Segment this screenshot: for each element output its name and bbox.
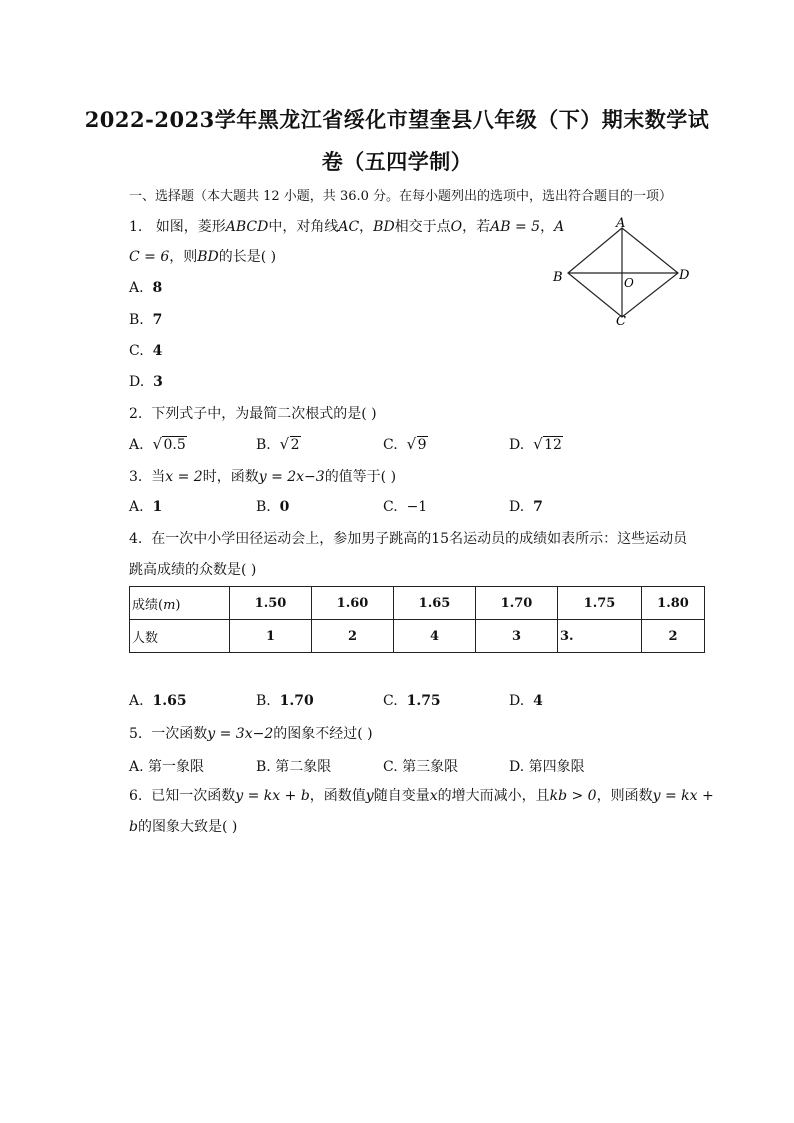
label-d: D xyxy=(679,268,690,283)
question-1-line1 xyxy=(129,218,564,236)
table-row xyxy=(130,620,705,653)
q1-number: 1. xyxy=(129,219,143,235)
question-1-line2 xyxy=(129,248,276,266)
q2-number: 2. xyxy=(129,406,143,422)
q3-option-a[interactable]: A. 1 xyxy=(129,499,163,515)
q3-text: 当 xyxy=(151,469,166,485)
q1-option-a[interactable]: A. 8 xyxy=(129,280,163,296)
table-cell: 1.70 xyxy=(476,587,558,620)
q4-option-b[interactable]: B. 1.70 xyxy=(256,693,314,709)
q1-text: ，则 xyxy=(169,249,198,265)
label-b: B xyxy=(553,270,563,285)
table-header-cell: 成绩(m) xyxy=(130,587,230,620)
table-header-cell: 人数 xyxy=(130,620,230,653)
q2-option-d[interactable]: D. √ 12 xyxy=(509,435,562,453)
page-title-line2: 卷（五四学制） xyxy=(321,149,473,174)
q1-math: BD xyxy=(197,249,219,265)
page-title-line1: 2022-2023学年黑龙江省绥化市望奎县八年级（下）期末数学试 xyxy=(84,107,710,132)
q6-math: y = kx + b xyxy=(235,788,310,804)
score-table xyxy=(129,586,705,653)
table-cell: 2 xyxy=(312,620,394,653)
label-a: A xyxy=(616,216,626,231)
q5-text: 的图象不经过( ) xyxy=(273,726,373,742)
q1-math: ABCD xyxy=(225,219,269,235)
section-heading: 一、选择题（本大题共 12 小题，共 36.0 分。在每小题列出的选项中，选出符合题目的一项） xyxy=(129,189,673,204)
q1-math: AB = 5 xyxy=(490,219,541,235)
q1-math: A xyxy=(554,219,565,235)
q6-text: 的图象大致是( ) xyxy=(137,819,238,835)
q3-number: 3. xyxy=(129,469,143,485)
q3-math: x = 2 xyxy=(165,469,203,485)
table-cell: 1.65 xyxy=(394,587,476,620)
table-cell: 3 xyxy=(476,620,558,653)
q6-math: x xyxy=(429,788,438,804)
q5-option-b[interactable]: B. 第二象限 xyxy=(256,759,332,775)
q5-text: 一次函数 xyxy=(151,726,208,742)
q5-option-d[interactable]: D. 第四象限 xyxy=(509,759,585,775)
q1-text: 的长是( ) xyxy=(218,249,277,265)
q6-text: 的增大而减小，且 xyxy=(437,788,550,804)
question-3 xyxy=(129,468,396,486)
q1-text: ， xyxy=(359,219,374,235)
q1-text: ， xyxy=(540,219,555,235)
q6-math: y = kx + xyxy=(652,788,714,804)
q2-option-b[interactable]: B. √ 2 xyxy=(256,435,300,453)
q6-text: 随自变量 xyxy=(373,788,430,804)
q4-option-d[interactable]: D. 4 xyxy=(509,693,543,709)
q6-math: y xyxy=(365,788,374,804)
q1-text: 如图，菱形 xyxy=(155,219,226,235)
q6-number: 6. xyxy=(129,788,143,804)
question-2 xyxy=(129,405,377,423)
q1-option-b[interactable]: B. 7 xyxy=(129,312,163,328)
q1-math: AC xyxy=(338,219,360,235)
question-6-line1 xyxy=(129,787,714,805)
table-cell: 4 xyxy=(394,620,476,653)
table-cell: 2 xyxy=(642,620,705,653)
q3-option-c[interactable]: C. −1 xyxy=(383,499,428,515)
q6-math: kb > 0 xyxy=(549,788,597,804)
q1-option-c[interactable]: C. 4 xyxy=(129,343,163,359)
q6-text: ，则函数 xyxy=(596,788,653,804)
table-cell: 1.80 xyxy=(642,587,705,620)
q6-text: ，函数值 xyxy=(309,788,366,804)
q5-math: y = 3x−2 xyxy=(207,726,274,742)
q4-number: 4. xyxy=(129,531,143,547)
table-cell: 1.60 xyxy=(312,587,394,620)
q6-text: 已知一次函数 xyxy=(151,788,236,804)
table-cell: 3. xyxy=(558,620,642,653)
rhombus-figure xyxy=(548,216,698,328)
label-c: C xyxy=(616,314,626,328)
table-cell: 1.75 xyxy=(558,587,642,620)
q3-math: y = 2x−3 xyxy=(258,469,325,485)
table-row xyxy=(130,587,705,620)
q2-text: 下列式子中，为最简二次根式的是( ) xyxy=(151,406,377,422)
table-cell: 1.50 xyxy=(230,587,312,620)
q5-option-c[interactable]: C. 第三象限 xyxy=(383,759,459,775)
q1-math: O xyxy=(450,219,463,235)
question-6-line2 xyxy=(129,818,237,836)
q1-text: ，若 xyxy=(462,219,491,235)
question-4-line2: 跳高成绩的众数是( ) xyxy=(129,562,257,578)
question-4-line1 xyxy=(129,530,687,548)
table-cell: 1 xyxy=(230,620,312,653)
q2-option-c[interactable]: C. √ 9 xyxy=(383,435,427,453)
question-5 xyxy=(129,725,373,743)
q4-option-a[interactable]: A. 1.65 xyxy=(129,693,187,709)
q1-text: 相交于点 xyxy=(394,219,451,235)
q1-math: BD xyxy=(373,219,395,235)
q4-text: 在一次中小学田径运动会上，参加男子跳高的15名运动员的成绩如表所示：这些运动员 xyxy=(151,531,688,547)
q5-option-a[interactable]: A. 第一象限 xyxy=(129,759,205,775)
q5-number: 5. xyxy=(129,726,143,742)
q3-option-b[interactable]: B. 0 xyxy=(256,499,290,515)
q1-option-d[interactable]: D. 3 xyxy=(129,374,163,390)
q1-math: C = 6 xyxy=(129,249,170,265)
q6-math: b xyxy=(129,819,138,835)
q4-option-c[interactable]: C. 1.75 xyxy=(383,693,441,709)
q3-text: 的值等于( ) xyxy=(324,469,397,485)
q3-text: 时，函数 xyxy=(202,469,259,485)
q2-option-a[interactable]: A. √ 0.5 xyxy=(129,435,186,453)
q1-text: 中，对角线 xyxy=(268,219,339,235)
label-o: O xyxy=(624,276,634,290)
q3-option-d[interactable]: D. 7 xyxy=(509,499,543,515)
